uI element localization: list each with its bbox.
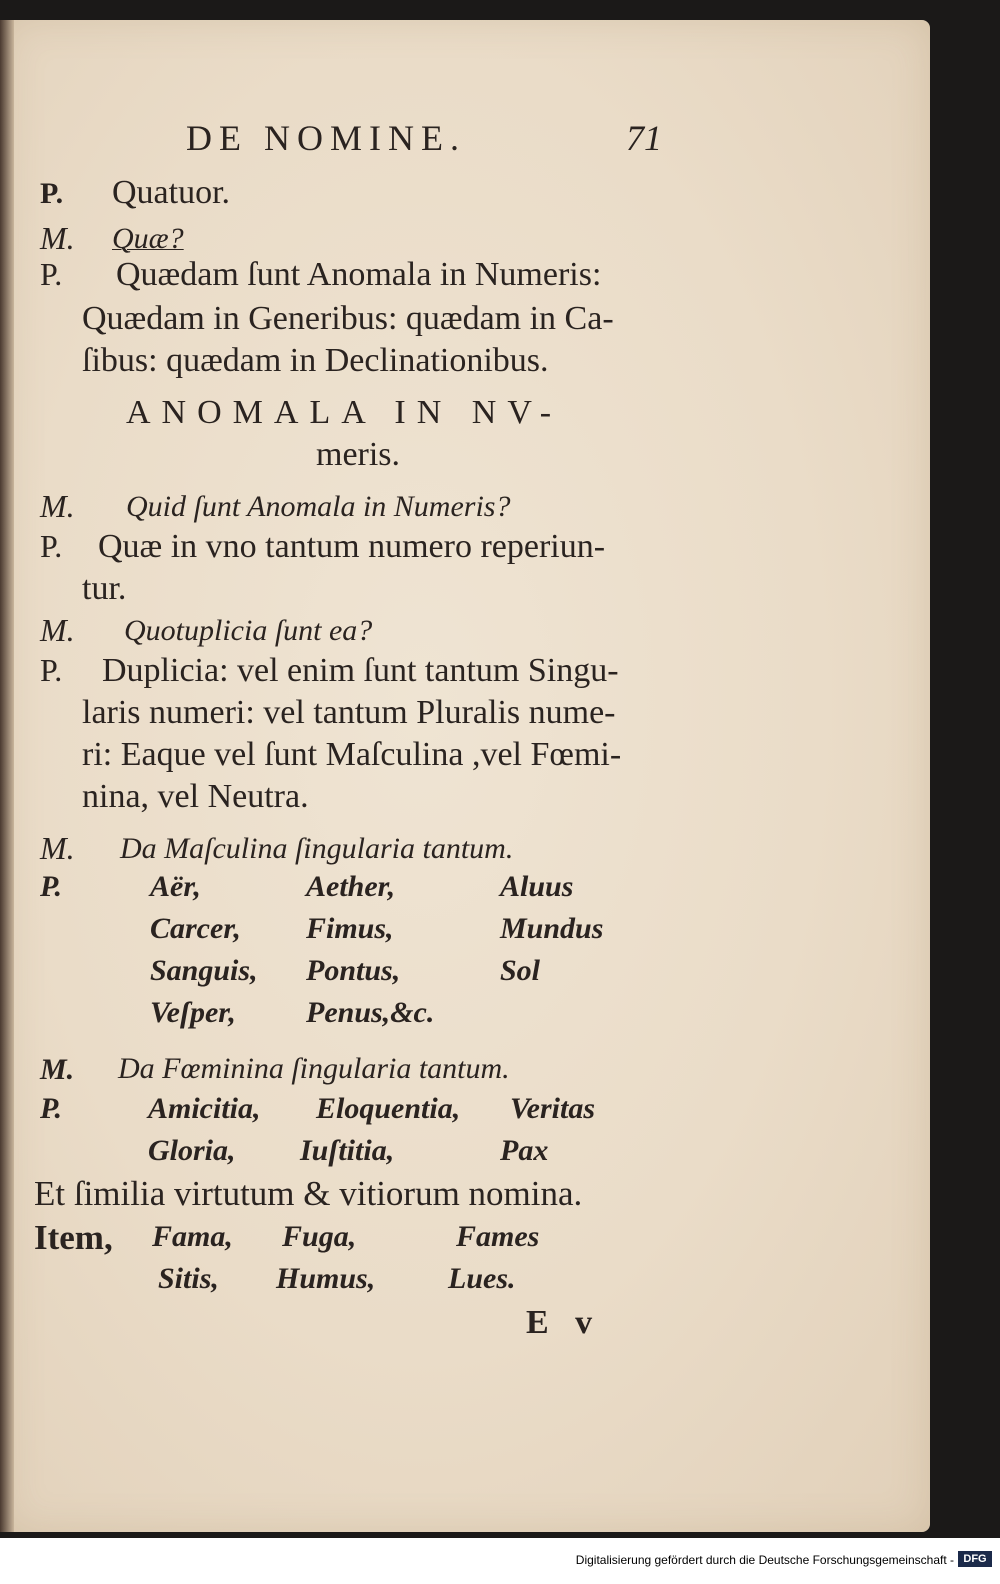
word-cell: Amicitia,: [148, 1092, 261, 1125]
line-text: Quæ?: [112, 222, 184, 255]
line-text: Quædam in Generibus: quædam in Ca-: [82, 300, 614, 337]
line-text: ri: Eaque vel ſunt Maſculina ,vel Fœmi-: [82, 736, 622, 773]
line-text: Quid ſunt Anomala in Numeris?: [126, 490, 511, 523]
word-cell: Veritas: [510, 1092, 596, 1125]
word-cell: Humus,: [276, 1262, 376, 1295]
text-line: [40, 1052, 510, 1086]
speaker-label: P.: [40, 1092, 62, 1125]
speaker-label: M.: [40, 1053, 75, 1086]
line-text: tur.: [82, 570, 127, 607]
word-cell: Aër,: [150, 870, 201, 903]
line-text: Quædam ſunt Anomala in Numeris:: [116, 256, 602, 293]
line-text: Quotuplicia ſunt ea?: [124, 614, 373, 647]
text-line: [40, 256, 602, 293]
word-cell: Pax: [500, 1134, 549, 1167]
word-cell: Eloquentia,: [316, 1092, 461, 1125]
word-cell: Mundus: [500, 912, 604, 945]
speaker-label: P.: [40, 528, 63, 564]
line-text: Da Fœminina ſingularia tantum.: [118, 1052, 510, 1085]
text-line: [40, 488, 511, 524]
word-cell: Aether,: [306, 870, 396, 903]
speaker-label: M.: [40, 612, 75, 648]
line-text: nina, vel Neutra.: [82, 778, 309, 815]
text-line: [40, 220, 184, 256]
line-text: laris numeri: vel tantum Pluralis nume-: [82, 694, 616, 731]
text-line: [40, 528, 606, 565]
word-cell: Fuga,: [282, 1220, 357, 1253]
speaker-label: P.: [40, 177, 64, 210]
line-text: Et ſimilia virtutum & vitiorum nomina.: [34, 1174, 583, 1213]
line-text: Quæ in vno tantum numero reperiun-: [98, 528, 606, 565]
page-number: 71: [626, 118, 662, 158]
section-heading: ANOMALA IN NV-: [126, 394, 563, 431]
line-text: Duplicia: vel enim ſunt tantum Singu-: [102, 652, 619, 689]
line-text: ſibus: quædam in Declinationibus.: [82, 342, 549, 379]
line-text: Item,: [34, 1218, 113, 1257]
word-cell: Lues.: [448, 1262, 516, 1295]
page-gutter: [0, 20, 14, 1532]
word-cell: Sitis,: [158, 1262, 219, 1295]
word-cell: Carcer,: [150, 912, 241, 945]
text-line: [40, 174, 231, 211]
word-cell: Sanguis,: [150, 954, 258, 987]
speaker-label: P.: [40, 652, 63, 688]
section-heading-continuation: meris.: [316, 436, 401, 473]
word-cell: Aluus: [500, 870, 574, 903]
speaker-label: P.: [40, 870, 62, 903]
word-cell: Sol: [500, 954, 541, 987]
text-line: [40, 830, 514, 866]
text-line: [40, 612, 373, 648]
word-cell: Pontus,: [306, 954, 401, 987]
funding-credit: Digitalisierung gefördert durch die Deutsche Forschungsgemeinschaft -: [575, 1553, 954, 1567]
signature-mark: E v: [526, 1304, 593, 1341]
word-cell: Penus,&c.: [306, 996, 435, 1029]
line-text: Da Maſculina ſingularia tantum.: [120, 832, 514, 865]
speaker-label: M.: [40, 488, 75, 524]
line-text: Quatuor.: [112, 174, 231, 211]
running-title: DE NOMINE.: [186, 118, 466, 158]
word-cell: Gloria,: [148, 1134, 236, 1167]
word-cell: Iuſtitia,: [300, 1134, 395, 1167]
speaker-label: P.: [40, 256, 63, 292]
speaker-label: M.: [40, 220, 75, 256]
word-cell: Fames: [456, 1220, 540, 1253]
word-cell: Veſper,: [150, 996, 236, 1029]
word-cell: Fama,: [152, 1220, 233, 1253]
speaker-label: M.: [40, 830, 75, 866]
text-line: [40, 652, 619, 689]
word-cell: Fimus,: [306, 912, 394, 945]
dfg-logo: DFG: [958, 1551, 992, 1567]
